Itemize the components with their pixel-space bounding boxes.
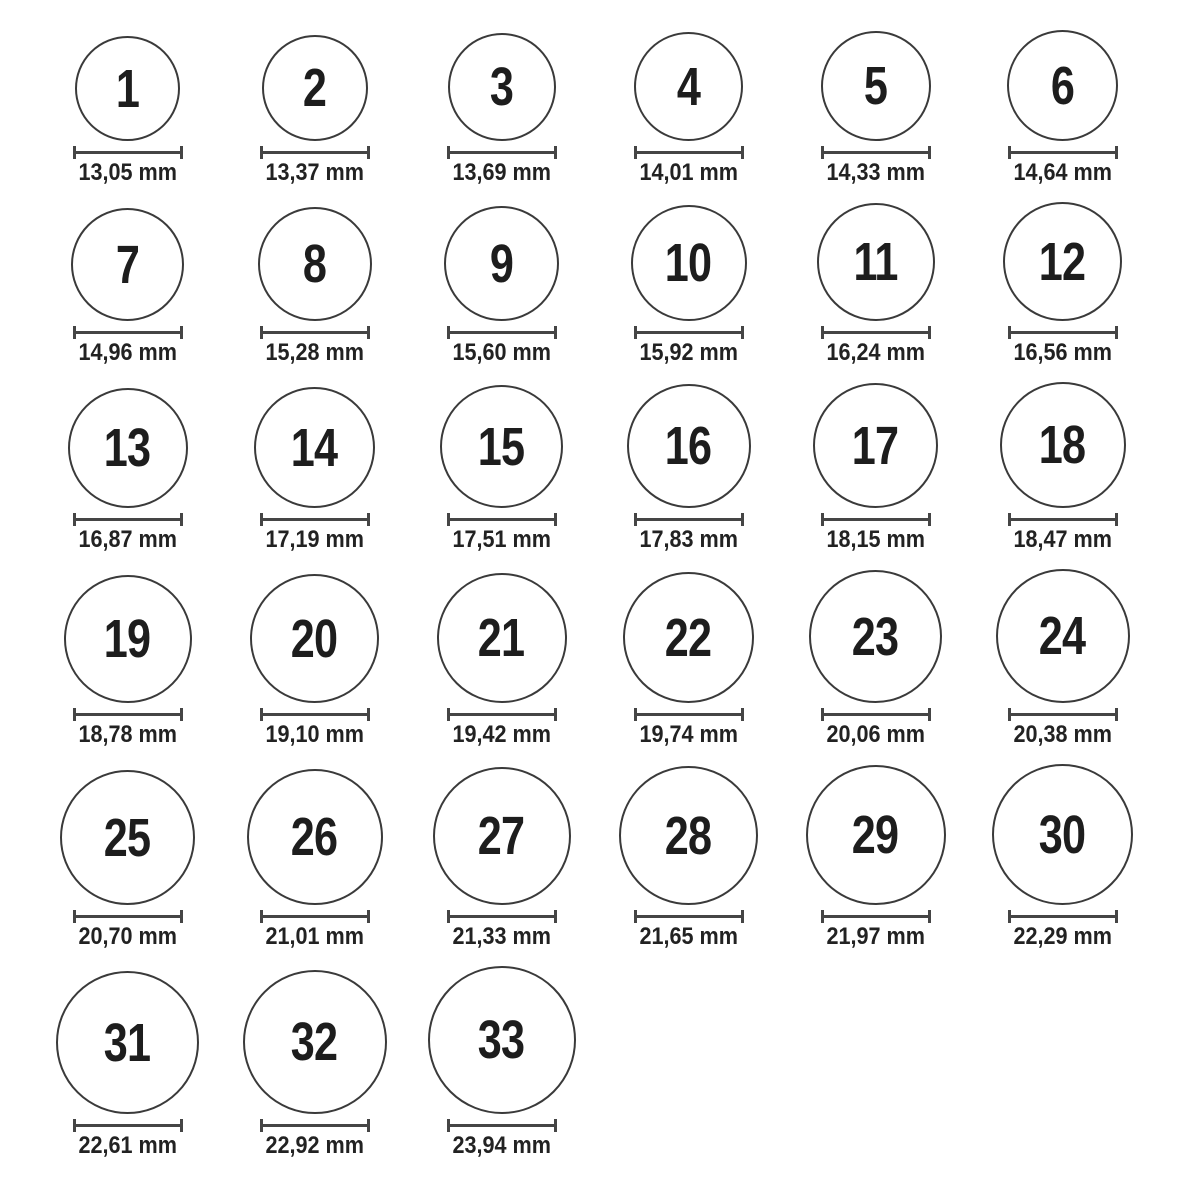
ring-size-item	[969, 569, 1156, 748]
diameter-label: 19,10 mm	[265, 721, 364, 748]
ring-circle	[433, 767, 571, 905]
diameter-label: 13,37 mm	[265, 159, 364, 186]
diameter-measure-line	[73, 513, 183, 526]
diameter-label: 15,60 mm	[452, 339, 551, 366]
ring-size-number: 33	[478, 1010, 525, 1070]
ring-size-number: 4	[676, 56, 701, 117]
diameter-measure-line	[260, 146, 370, 159]
ring-size-number: 5	[863, 56, 888, 116]
diameter-label: 14,96 mm	[78, 339, 177, 366]
ring-size-item	[221, 769, 408, 950]
diameter-label: 13,05 mm	[78, 159, 177, 186]
ring-size-item	[34, 208, 221, 366]
diameter-measure-line	[634, 910, 744, 923]
ring-size-number: 28	[665, 805, 712, 866]
diameter-label: 15,92 mm	[639, 339, 738, 366]
ring-circle	[440, 385, 563, 508]
ring-size-item	[34, 770, 221, 950]
ring-size-number: 32	[291, 1012, 338, 1072]
diameter-measure-line	[821, 326, 931, 339]
diameter-measure-line	[260, 910, 370, 923]
ring-circle	[247, 769, 383, 905]
diameter-measure-line	[260, 326, 370, 339]
ring-size-row	[34, 30, 1200, 186]
ring-circle	[250, 574, 379, 703]
diameter-label: 20,38 mm	[1013, 721, 1112, 748]
ring-size-number: 9	[489, 233, 514, 294]
ring-circle	[623, 572, 754, 703]
diameter-label: 21,65 mm	[639, 923, 738, 950]
diameter-measure-line	[260, 513, 370, 526]
ring-size-number: 20	[291, 608, 338, 669]
ring-size-row	[34, 764, 1200, 950]
ring-circle	[60, 770, 195, 905]
ring-circle	[243, 970, 387, 1114]
diameter-label: 21,01 mm	[265, 923, 364, 950]
ring-size-item	[34, 36, 221, 186]
ring-size-item	[595, 766, 782, 950]
ring-size-number: 26	[291, 807, 338, 867]
ring-size-number: 2	[302, 58, 327, 118]
ring-circle	[813, 383, 938, 508]
diameter-measure-line	[1008, 146, 1118, 159]
ring-size-number: 13	[104, 418, 151, 478]
ring-circle	[258, 207, 372, 321]
diameter-measure-line	[821, 513, 931, 526]
ring-size-item	[408, 767, 595, 950]
ring-size-number: 19	[104, 609, 151, 669]
ring-circle	[992, 764, 1133, 905]
ring-size-item	[34, 971, 221, 1159]
diameter-measure-line	[447, 146, 557, 159]
ring-circle	[631, 205, 747, 321]
diameter-measure-line	[73, 910, 183, 923]
ring-size-item	[969, 30, 1156, 186]
diameter-measure-line	[73, 146, 183, 159]
ring-size-number: 31	[104, 1012, 151, 1073]
diameter-label: 16,24 mm	[826, 339, 925, 366]
ring-size-number: 24	[1039, 606, 1086, 666]
diameter-measure-line	[447, 1119, 557, 1132]
diameter-label: 14,01 mm	[639, 159, 738, 186]
diameter-label: 15,28 mm	[265, 339, 364, 366]
ring-circle	[68, 388, 188, 508]
ring-circle	[996, 569, 1130, 703]
ring-size-number: 14	[291, 417, 338, 478]
ring-size-item	[782, 765, 969, 950]
ring-size-number: 27	[478, 806, 525, 866]
diameter-measure-line	[634, 708, 744, 721]
diameter-measure-line	[634, 513, 744, 526]
diameter-label: 16,56 mm	[1013, 339, 1112, 366]
diameter-label: 14,33 mm	[826, 159, 925, 186]
ring-size-item	[221, 35, 408, 186]
ring-size-item	[969, 202, 1156, 366]
ring-circle	[64, 575, 192, 703]
ring-size-item	[782, 203, 969, 366]
diameter-measure-line	[260, 1119, 370, 1132]
diameter-label: 20,70 mm	[78, 923, 177, 950]
ring-size-number: 10	[665, 233, 712, 293]
ring-size-item	[782, 383, 969, 553]
ring-size-row	[34, 202, 1200, 366]
ring-size-number: 22	[665, 607, 712, 668]
ring-size-item	[221, 387, 408, 553]
ring-size-number: 15	[478, 416, 525, 477]
diameter-label: 18,78 mm	[78, 721, 177, 748]
ring-size-item	[408, 966, 595, 1159]
diameter-measure-line	[634, 326, 744, 339]
ring-circle	[1007, 30, 1118, 141]
ring-circle	[56, 971, 199, 1114]
diameter-measure-line	[1008, 910, 1118, 923]
ring-size-item	[969, 382, 1156, 553]
ring-size-item	[408, 206, 595, 366]
diameter-label: 14,64 mm	[1013, 159, 1112, 186]
diameter-measure-line	[634, 146, 744, 159]
diameter-label: 20,06 mm	[826, 721, 925, 748]
ring-size-number: 12	[1039, 231, 1086, 292]
diameter-label: 19,42 mm	[452, 721, 551, 748]
ring-circle	[1003, 202, 1122, 321]
ring-circle	[437, 573, 567, 703]
ring-circle	[809, 570, 942, 703]
ring-circle	[821, 31, 931, 141]
ring-size-number: 1	[115, 58, 140, 119]
ring-size-number: 8	[302, 234, 327, 294]
ring-size-item	[221, 574, 408, 748]
ring-size-item	[408, 573, 595, 748]
ring-size-item	[34, 388, 221, 553]
ring-size-item	[408, 385, 595, 553]
diameter-measure-line	[447, 326, 557, 339]
ring-size-number: 21	[478, 608, 525, 668]
diameter-measure-line	[447, 910, 557, 923]
ring-size-number: 16	[665, 416, 712, 476]
diameter-measure-line	[260, 708, 370, 721]
ring-size-row	[34, 382, 1200, 553]
ring-circle	[254, 387, 375, 508]
ring-circle	[75, 36, 180, 141]
diameter-label: 19,74 mm	[639, 721, 738, 748]
ring-size-row	[34, 966, 1200, 1159]
diameter-measure-line	[1008, 708, 1118, 721]
diameter-label: 17,51 mm	[452, 526, 551, 553]
ring-size-item	[595, 572, 782, 748]
ring-circle	[448, 33, 556, 141]
ring-size-number: 6	[1050, 55, 1075, 116]
ring-circle	[634, 32, 743, 141]
diameter-label: 18,47 mm	[1013, 526, 1112, 553]
diameter-measure-line	[73, 326, 183, 339]
ring-size-item	[221, 970, 408, 1159]
ring-size-row	[34, 569, 1200, 748]
diameter-label: 22,92 mm	[265, 1132, 364, 1159]
diameter-measure-line	[1008, 513, 1118, 526]
ring-size-item	[595, 384, 782, 553]
ring-size-number: 29	[852, 805, 899, 865]
ring-size-item	[221, 207, 408, 366]
ring-size-item	[782, 570, 969, 748]
ring-circle	[71, 208, 184, 321]
ring-size-number: 25	[104, 807, 151, 868]
ring-circle	[627, 384, 751, 508]
ring-size-item	[408, 33, 595, 186]
diameter-label: 17,83 mm	[639, 526, 738, 553]
ring-size-number: 17	[852, 415, 899, 476]
ring-size-item	[969, 764, 1156, 950]
ring-circle	[806, 765, 946, 905]
diameter-label: 18,15 mm	[826, 526, 925, 553]
ring-circle	[428, 966, 576, 1114]
ring-size-number: 23	[852, 606, 899, 667]
diameter-label: 22,61 mm	[78, 1132, 177, 1159]
ring-circle	[817, 203, 935, 321]
ring-size-number: 7	[115, 234, 140, 295]
diameter-label: 21,97 mm	[826, 923, 925, 950]
diameter-measure-line	[821, 146, 931, 159]
diameter-measure-line	[1008, 326, 1118, 339]
diameter-label: 13,69 mm	[452, 159, 551, 186]
ring-size-item	[595, 32, 782, 186]
diameter-measure-line	[447, 513, 557, 526]
diameter-label: 16,87 mm	[78, 526, 177, 553]
ring-circle	[444, 206, 559, 321]
ring-size-item	[595, 205, 782, 366]
ring-circle	[262, 35, 368, 141]
ring-size-number: 30	[1039, 804, 1086, 865]
diameter-label: 17,19 mm	[265, 526, 364, 553]
ring-size-number: 11	[853, 232, 898, 292]
ring-size-item	[782, 31, 969, 186]
ring-size-number: 3	[489, 57, 514, 117]
diameter-label: 21,33 mm	[452, 923, 551, 950]
ring-circle	[619, 766, 758, 905]
diameter-measure-line	[821, 708, 931, 721]
diameter-measure-line	[821, 910, 931, 923]
ring-circle	[1000, 382, 1126, 508]
diameter-label: 23,94 mm	[452, 1132, 551, 1159]
diameter-measure-line	[73, 708, 183, 721]
ring-size-item	[34, 575, 221, 748]
ring-size-number: 18	[1039, 415, 1086, 475]
diameter-label: 22,29 mm	[1013, 923, 1112, 950]
diameter-measure-line	[73, 1119, 183, 1132]
diameter-measure-line	[447, 708, 557, 721]
